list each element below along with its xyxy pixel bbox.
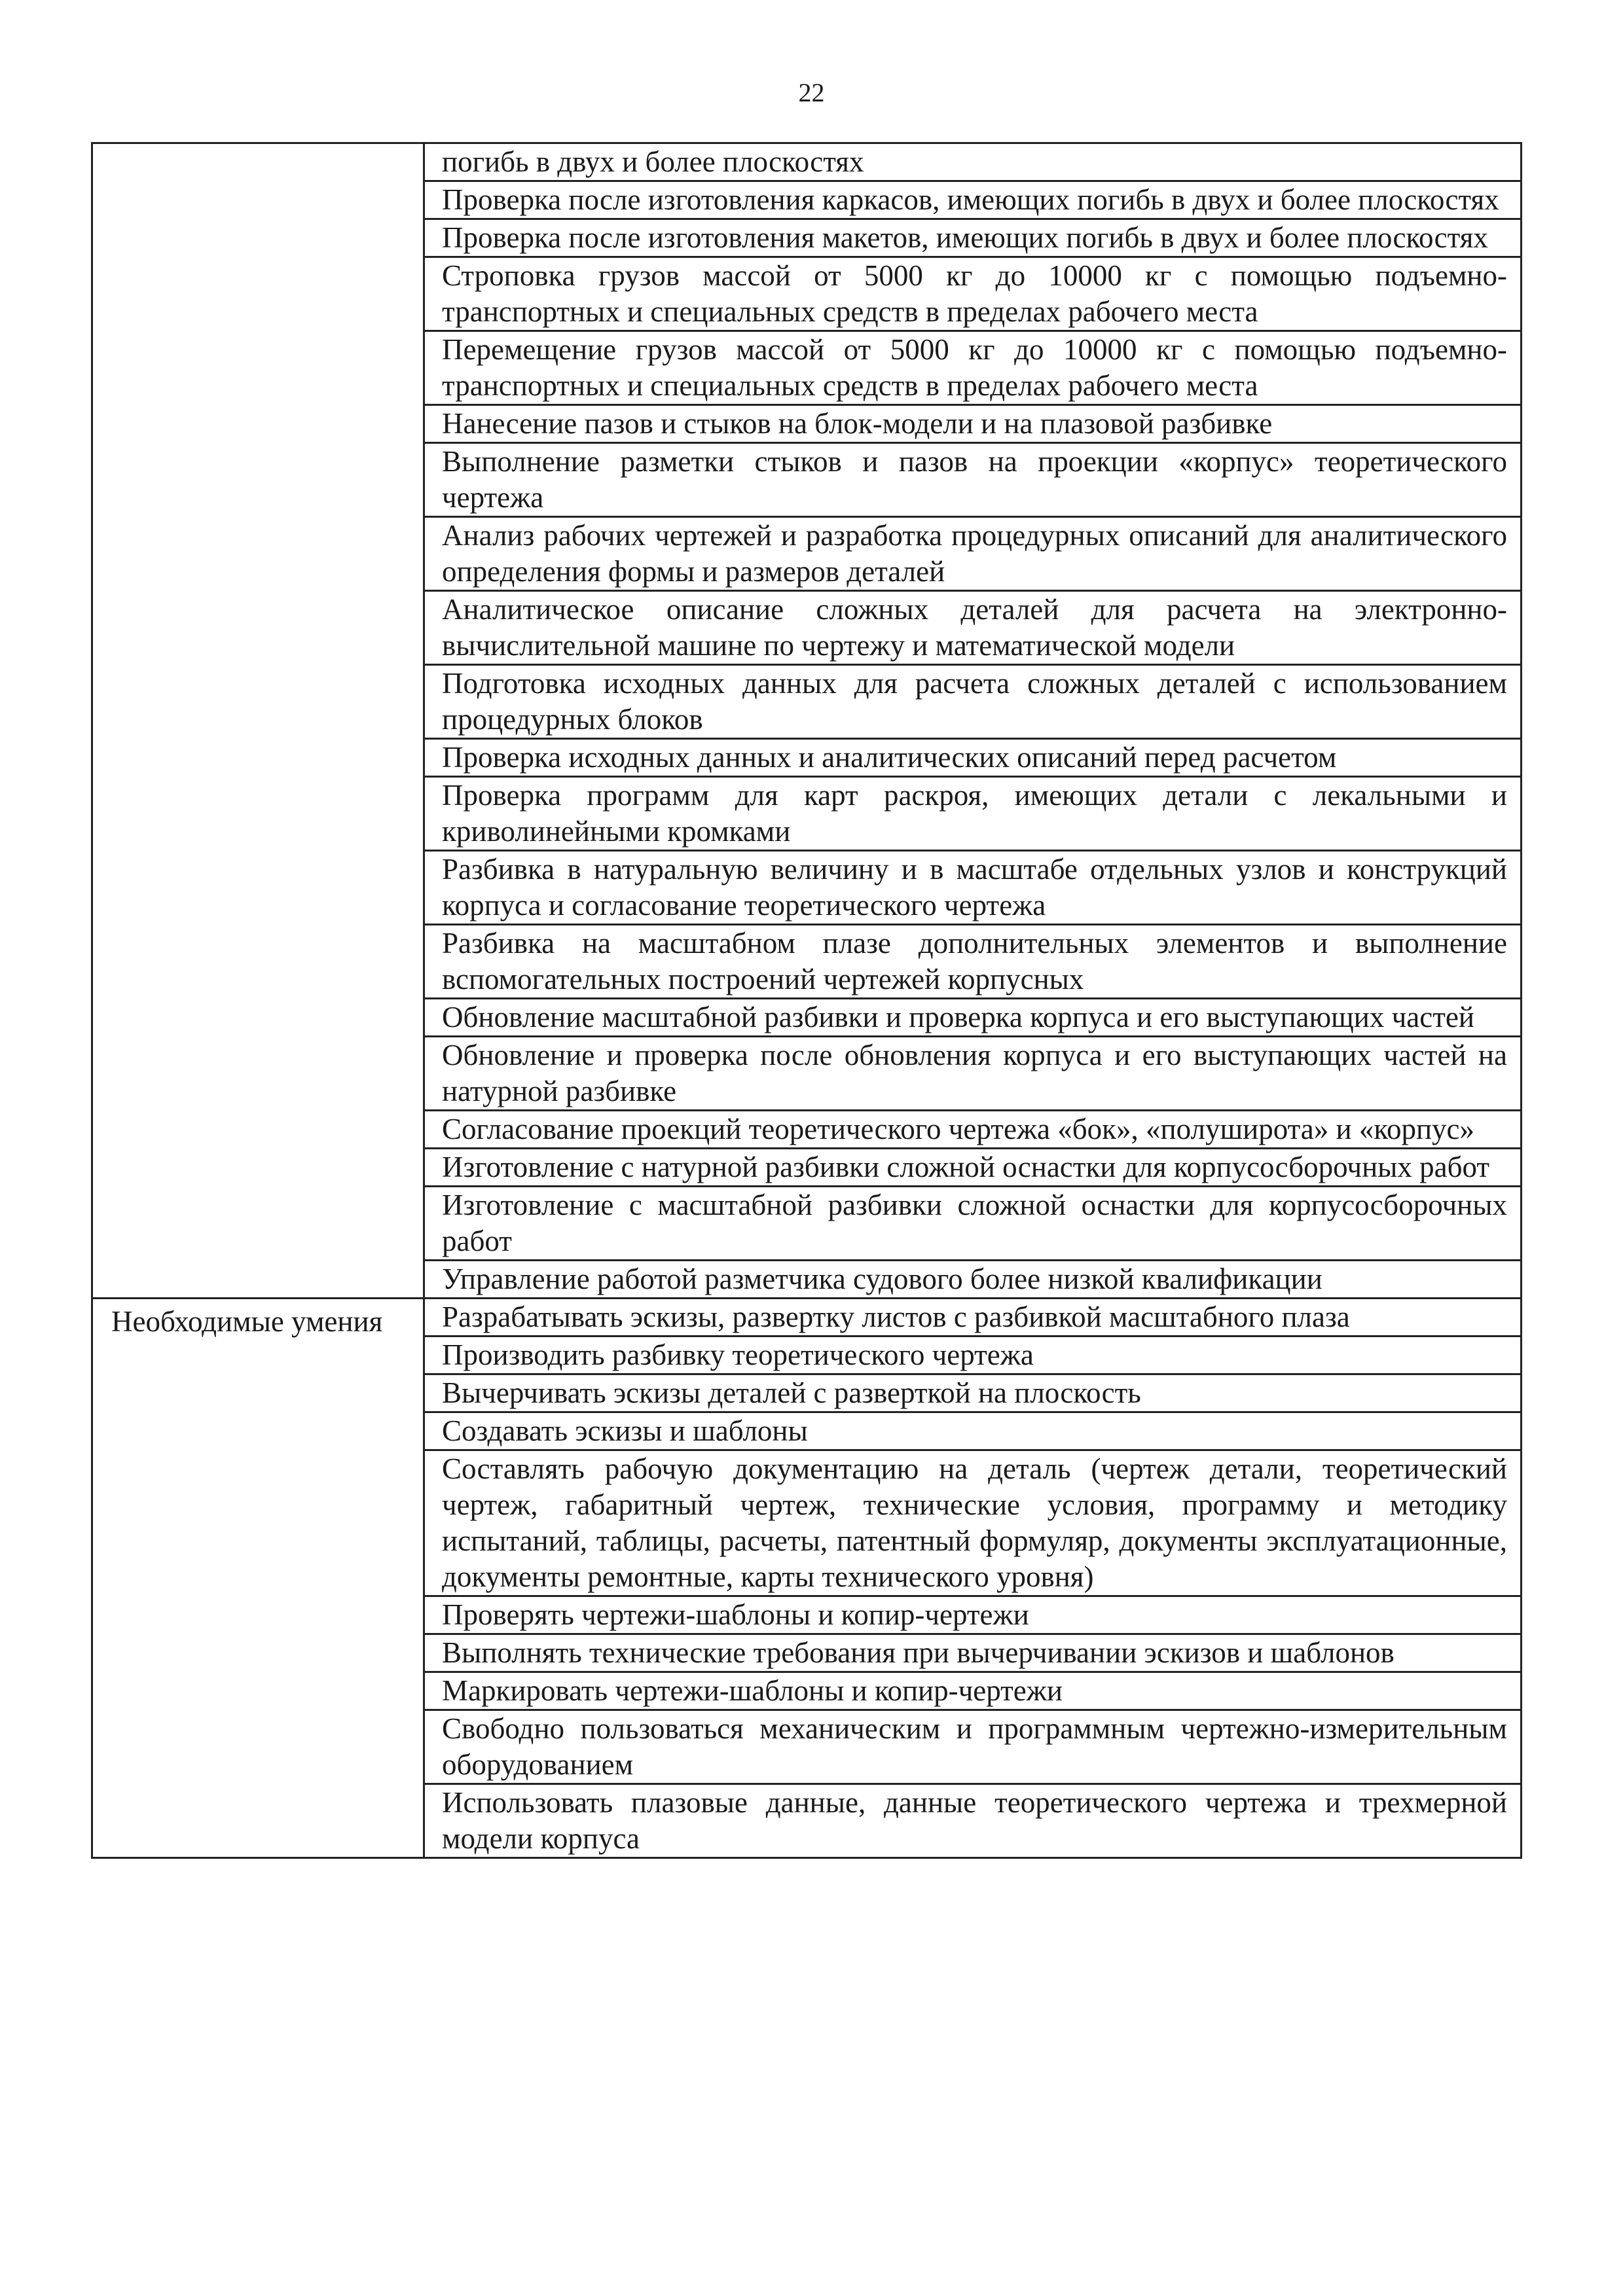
- requirement-cell: погибь в двух и более плоскостях: [424, 143, 1522, 181]
- requirement-cell: Маркировать чертежи-шаблоны и копир-чертежи: [424, 1672, 1522, 1710]
- table-row: [92, 1299, 1522, 1336]
- requirement-cell: Аналитическое описание сложных деталей для расчета на электронно-вычислительной машине по чертежу и математической модели: [424, 591, 1522, 665]
- requirement-cell: Разбивка в натуральную величину и в масштабе отдельных узлов и конструкций корпуса и согласование теоретического чертежа: [424, 851, 1522, 925]
- requirement-cell: Изготовление с масштабной разбивки сложной оснастки для корпусосборочных работ: [424, 1187, 1522, 1261]
- requirement-cell: Управление работой разметчика судового более низкой квалификации: [424, 1261, 1522, 1299]
- requirement-cell: Подготовка исходных данных для расчета сложных деталей с использованием процедурных блоков: [424, 665, 1522, 739]
- requirement-cell: Разрабатывать эскизы, развертку листов с разбивкой масштабного плаза: [424, 1299, 1522, 1336]
- requirement-cell: Проверять чертежи-шаблоны и копир-чертежи: [424, 1596, 1522, 1634]
- requirement-cell: Свободно пользоваться механическим и программным чертежно-измерительным оборудованием: [424, 1710, 1522, 1784]
- requirement-cell: Вычерчивать эскизы деталей с разверткой на плоскость: [424, 1374, 1522, 1412]
- requirement-cell: Проверка исходных данных и аналитических описаний перед расчетом: [424, 739, 1522, 777]
- requirement-cell: Проверка после изготовления макетов, имеющих погибь в двух и более плоскостях: [424, 219, 1522, 257]
- category-cell: [92, 143, 424, 1299]
- requirement-cell: Перемещение грузов массой от 5000 кг до 10000 кг с помощью подъемно-транспортных и специальных средств в пределах рабочего места: [424, 331, 1522, 405]
- requirement-cell: Анализ рабочих чертежей и разработка процедурных описаний для аналитического определения формы и размеров деталей: [424, 517, 1522, 591]
- requirement-cell: Использовать плазовые данные, данные теоретического чертежа и трехмерной модели корпуса: [424, 1784, 1522, 1858]
- requirement-cell: Производить разбивку теоретического чертежа: [424, 1336, 1522, 1374]
- requirement-cell: Создавать эскизы и шаблоны: [424, 1412, 1522, 1450]
- requirement-cell: Строповка грузов массой от 5000 кг до 10000 кг с помощью подъемно-транспортных и специальных средств в пределах рабочего места: [424, 257, 1522, 331]
- requirement-cell: Разбивка на масштабном плазе дополнительных элементов и выполнение вспомогательных построений чертежей корпусных: [424, 925, 1522, 999]
- requirement-cell: Выполнять технические требования при вычерчивании эскизов и шаблонов: [424, 1634, 1522, 1672]
- requirement-cell: Проверка после изготовления каркасов, имеющих погибь в двух и более плоскостях: [424, 181, 1522, 219]
- page-number: 22: [798, 78, 825, 107]
- table-row: [92, 143, 1522, 181]
- requirement-cell: Согласование проекций теоретического чертежа «бок», «полуширота» и «корпус»: [424, 1111, 1522, 1149]
- requirement-cell: Составлять рабочую документацию на деталь (чертеж детали, теоретический чертеж, габаритный чертеж, технические условия, программу и методику испытаний, таблицы, расчеты, патентный формуляр, документы эксплуатационные, документы ремонтные, карты технического уровня): [424, 1450, 1522, 1596]
- requirement-cell: Выполнение разметки стыков и пазов на проекции «корпус» теоретического чертежа: [424, 443, 1522, 517]
- requirement-cell: Проверка программ для карт раскроя, имеющих детали с лекальными и криволинейными кромками: [424, 777, 1522, 851]
- category-cell: Необходимые умения: [92, 1299, 424, 1858]
- table-body: [92, 143, 1522, 1858]
- requirement-cell: Обновление и проверка после обновления корпуса и его выступающих частей на натурной разбивке: [424, 1037, 1522, 1111]
- requirement-cell: Нанесение пазов и стыков на блок-модели и на плазовой разбивке: [424, 405, 1522, 443]
- requirement-cell: Изготовление с натурной разбивки сложной оснастки для корпусосборочных работ: [424, 1149, 1522, 1187]
- requirements-table: [91, 142, 1522, 1859]
- requirement-cell: Обновление масштабной разбивки и проверка корпуса и его выступающих частей: [424, 999, 1522, 1037]
